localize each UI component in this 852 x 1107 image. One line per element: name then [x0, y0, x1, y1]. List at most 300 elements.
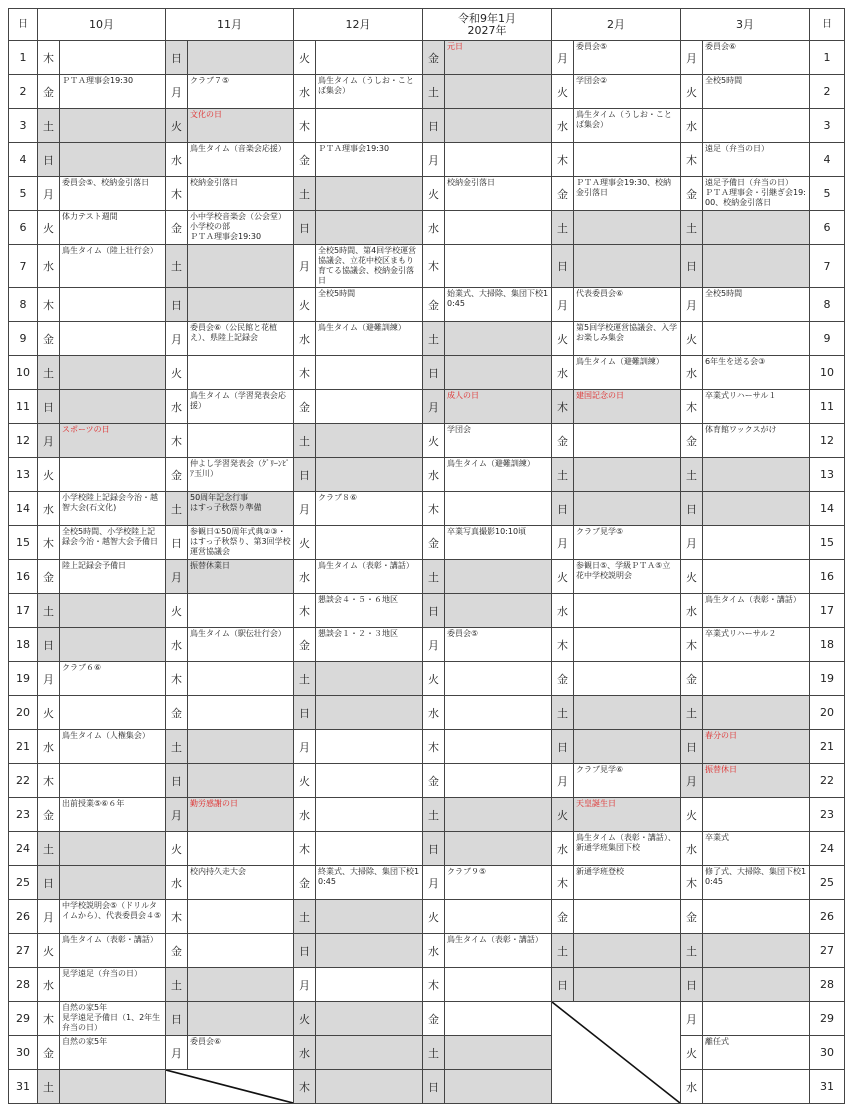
event-cell: [188, 245, 294, 288]
holiday-name: 天皇誕生日: [574, 798, 681, 832]
weekday-cell: 水: [552, 832, 574, 866]
weekday-cell: 金: [38, 798, 60, 832]
school-calendar: [8, 8, 844, 1098]
weekday-cell: 金: [423, 526, 445, 560]
weekday-cell: 月: [681, 41, 703, 75]
event-cell: 鳥生タイム（人権集会）: [60, 730, 166, 764]
event-cell: 遠足（弁当の日）: [703, 143, 810, 177]
month-header: 2月: [552, 9, 681, 41]
day-number: 4: [9, 143, 38, 177]
event-cell: [703, 934, 810, 968]
day-number: 8: [9, 288, 38, 322]
event-cell: [60, 696, 166, 730]
event-cell: [316, 177, 423, 211]
weekday-cell: 金: [294, 390, 316, 424]
weekday-cell: 火: [294, 764, 316, 798]
event-cell: ＰＴＡ理事会19:30、校納金引落日: [574, 177, 681, 211]
event-cell: 鳥生タイム（駅伝壮行会）: [188, 628, 294, 662]
weekday-cell: 日: [166, 526, 188, 560]
event-cell: 委員会⑥（公民館と花植え）、県陸上記録会: [188, 322, 294, 356]
weekday-cell: 木: [552, 866, 574, 900]
event-cell: [574, 143, 681, 177]
day-number-right: 7: [810, 245, 845, 288]
day-row: [9, 177, 845, 211]
event-cell: 懇談会４・５・６地区: [316, 594, 423, 628]
event-cell: 全校5時間: [703, 288, 810, 322]
event-cell: 学団会: [445, 424, 552, 458]
event-cell: 鳥生タイム（避難訓練）: [445, 458, 552, 492]
weekday-cell: 土: [552, 211, 574, 245]
month-header: 令和9年1月 2027年: [423, 9, 552, 41]
event-cell: [574, 628, 681, 662]
event-cell: [574, 492, 681, 526]
day-number-right: 5: [810, 177, 845, 211]
weekday-cell: 水: [552, 356, 574, 390]
weekday-cell: 日: [166, 764, 188, 798]
day-number-right: 23: [810, 798, 845, 832]
event-cell: [574, 900, 681, 934]
holiday-name: 成人の日: [445, 390, 552, 424]
weekday-cell: 金: [166, 211, 188, 245]
weekday-cell: 水: [423, 696, 445, 730]
weekday-cell: 水: [38, 968, 60, 1002]
event-cell: [703, 662, 810, 696]
day-row: [9, 628, 845, 662]
event-cell: 体力テスト週間: [60, 211, 166, 245]
event-cell: [445, 764, 552, 798]
weekday-cell: 月: [38, 900, 60, 934]
event-cell: [316, 832, 423, 866]
event-cell: 委員会⑥: [188, 1036, 294, 1070]
weekday-cell: 水: [681, 356, 703, 390]
weekday-cell: 火: [166, 594, 188, 628]
weekday-cell: 木: [166, 177, 188, 211]
month-header: 10月: [38, 9, 166, 41]
event-cell: 体育館ワックスがけ: [703, 424, 810, 458]
event-cell: 鳥生タイム（避難訓練）: [574, 356, 681, 390]
weekday-cell: 金: [423, 288, 445, 322]
weekday-cell: 金: [166, 696, 188, 730]
event-cell: [60, 322, 166, 356]
event-cell: 鳥生タイム（陸上壮行会）: [60, 245, 166, 288]
event-cell: [445, 211, 552, 245]
event-cell: [60, 764, 166, 798]
event-cell: [574, 245, 681, 288]
day-row: [9, 934, 845, 968]
event-cell: [445, 75, 552, 109]
weekday-cell: 金: [38, 322, 60, 356]
day-row: [9, 424, 845, 458]
weekday-cell: 木: [681, 390, 703, 424]
holiday-name: 文化の日: [188, 109, 294, 143]
weekday-cell: 火: [681, 75, 703, 109]
event-cell: [445, 662, 552, 696]
holiday-name: 建国記念の日: [574, 390, 681, 424]
event-cell: 代表委員会⑥: [574, 288, 681, 322]
event-cell: [703, 211, 810, 245]
weekday-cell: 金: [423, 1002, 445, 1036]
event-cell: [188, 356, 294, 390]
day-row: [9, 798, 845, 832]
event-cell: 仲よし学習発表会（ｸﾞﾘｰﾝﾋﾟｱ玉川）: [188, 458, 294, 492]
event-cell: [188, 730, 294, 764]
event-cell: [574, 934, 681, 968]
event-cell: [574, 968, 681, 1002]
weekday-cell: 木: [423, 968, 445, 1002]
event-cell: 新通学班登校: [574, 866, 681, 900]
event-cell: 小中学校音楽会（公会堂）小学校の部 ＰＴＡ理事会19:30: [188, 211, 294, 245]
weekday-cell: 土: [294, 662, 316, 696]
weekday-cell: 月: [38, 177, 60, 211]
event-cell: [445, 143, 552, 177]
event-cell: [445, 560, 552, 594]
weekday-cell: 土: [38, 1070, 60, 1104]
weekday-cell: 日: [552, 968, 574, 1002]
event-cell: 校内持久走大会: [188, 866, 294, 900]
day-number-right: 25: [810, 866, 845, 900]
day-number-right: 3: [810, 109, 845, 143]
day-number: 28: [9, 968, 38, 1002]
day-number-right: 12: [810, 424, 845, 458]
day-number: 17: [9, 594, 38, 628]
day-number-right: 10: [810, 356, 845, 390]
day-number-right: 2: [810, 75, 845, 109]
weekday-cell: 月: [552, 764, 574, 798]
event-cell: クラブ６⑥: [60, 662, 166, 696]
weekday-cell: 土: [423, 798, 445, 832]
day-number-right: 17: [810, 594, 845, 628]
day-row: [9, 143, 845, 177]
event-cell: クラブ見学⑤: [574, 526, 681, 560]
event-cell: 鳥生タイム（表彰・講話）: [445, 934, 552, 968]
event-cell: [188, 934, 294, 968]
weekday-cell: 金: [423, 764, 445, 798]
weekday-cell: 金: [552, 424, 574, 458]
weekday-cell: 木: [166, 900, 188, 934]
day-number: 6: [9, 211, 38, 245]
day-number-right: 6: [810, 211, 845, 245]
event-cell: 委員会⑥: [703, 41, 810, 75]
weekday-cell: 火: [294, 41, 316, 75]
event-cell: [703, 322, 810, 356]
weekday-cell: 土: [552, 934, 574, 968]
event-cell: 見学遠足（弁当の日）: [60, 968, 166, 1002]
weekday-cell: 土: [166, 968, 188, 1002]
weekday-cell: 火: [552, 322, 574, 356]
weekday-cell: 金: [38, 560, 60, 594]
weekday-cell: 土: [38, 356, 60, 390]
event-cell: [188, 288, 294, 322]
event-cell: [60, 109, 166, 143]
day-row: [9, 109, 845, 143]
weekday-cell: 火: [681, 1036, 703, 1070]
event-cell: 第5回学校運営協議会、入学お楽しみ集会: [574, 322, 681, 356]
day-number: 27: [9, 934, 38, 968]
weekday-cell: 火: [38, 211, 60, 245]
day-number: 24: [9, 832, 38, 866]
event-cell: [188, 662, 294, 696]
weekday-cell: 火: [423, 662, 445, 696]
no-date-cell: [552, 1002, 681, 1104]
event-cell: 修了式、大掃除、集団下校10:45: [703, 866, 810, 900]
event-cell: [60, 356, 166, 390]
weekday-cell: 日: [38, 390, 60, 424]
event-cell: [188, 696, 294, 730]
weekday-cell: 木: [166, 662, 188, 696]
event-cell: [703, 109, 810, 143]
weekday-cell: 木: [294, 356, 316, 390]
event-cell: [703, 968, 810, 1002]
weekday-cell: 月: [166, 75, 188, 109]
event-cell: [316, 424, 423, 458]
event-cell: 50周年記念行事 はすっ子秋祭り準備: [188, 492, 294, 526]
event-cell: 全校5時間、第4回学校運営協議会、立花中校区まもり育てる協議会、校納金引落日: [316, 245, 423, 288]
day-number: 15: [9, 526, 38, 560]
event-cell: [316, 968, 423, 1002]
event-cell: [316, 662, 423, 696]
weekday-cell: 月: [681, 764, 703, 798]
weekday-cell: 金: [681, 177, 703, 211]
event-cell: [60, 594, 166, 628]
day-number: 26: [9, 900, 38, 934]
day-number: 20: [9, 696, 38, 730]
day-number: 5: [9, 177, 38, 211]
event-cell: [703, 1070, 810, 1104]
day-number-right: 15: [810, 526, 845, 560]
event-cell: [445, 245, 552, 288]
weekday-cell: 土: [423, 75, 445, 109]
day-number: 30: [9, 1036, 38, 1070]
day-row: [9, 288, 845, 322]
event-cell: [316, 356, 423, 390]
day-header-right: 日: [810, 9, 845, 41]
weekday-cell: 火: [681, 322, 703, 356]
event-cell: [188, 832, 294, 866]
event-cell: 委員会⑤: [445, 628, 552, 662]
holiday-name: 振替休日: [703, 764, 810, 798]
event-cell: 参観日①50周年式典②③・はすっ子秋祭り、第3回学校運営協議会: [188, 526, 294, 560]
weekday-cell: 水: [681, 594, 703, 628]
weekday-cell: 木: [38, 526, 60, 560]
event-cell: 懇談会１・２・３地区: [316, 628, 423, 662]
event-cell: 鳥生タイム（表彰・講話）、新通学班集団下校: [574, 832, 681, 866]
event-cell: [316, 1036, 423, 1070]
weekday-cell: 水: [294, 798, 316, 832]
holiday-name: 春分の日: [703, 730, 810, 764]
weekday-cell: 火: [681, 798, 703, 832]
weekday-cell: 日: [294, 458, 316, 492]
event-cell: 全校5時間、小学校陸上記録会今治・越智大会予備日: [60, 526, 166, 560]
weekday-cell: 金: [552, 900, 574, 934]
day-row: [9, 492, 845, 526]
weekday-cell: 月: [294, 968, 316, 1002]
weekday-cell: 土: [294, 900, 316, 934]
weekday-cell: 水: [38, 245, 60, 288]
event-cell: [316, 390, 423, 424]
day-number-right: 30: [810, 1036, 845, 1070]
weekday-cell: 火: [166, 109, 188, 143]
weekday-cell: 火: [38, 934, 60, 968]
event-cell: 6年生を送る会③: [703, 356, 810, 390]
day-row: [9, 356, 845, 390]
month-header: 3月: [681, 9, 810, 41]
event-cell: [445, 109, 552, 143]
weekday-cell: 土: [423, 560, 445, 594]
event-cell: [445, 730, 552, 764]
event-cell: 卒業写真撮影10:10頃: [445, 526, 552, 560]
weekday-cell: 月: [681, 1002, 703, 1036]
weekday-cell: 木: [681, 143, 703, 177]
weekday-cell: 日: [681, 968, 703, 1002]
event-cell: 卒業式リハーサル２: [703, 628, 810, 662]
weekday-cell: 金: [294, 866, 316, 900]
event-cell: 学団会②: [574, 75, 681, 109]
weekday-cell: 木: [552, 143, 574, 177]
day-number: 23: [9, 798, 38, 832]
weekday-cell: 日: [423, 832, 445, 866]
day-number: 18: [9, 628, 38, 662]
event-cell: [316, 764, 423, 798]
weekday-cell: 土: [681, 934, 703, 968]
day-number: 7: [9, 245, 38, 288]
weekday-cell: 土: [552, 696, 574, 730]
weekday-cell: 月: [552, 526, 574, 560]
weekday-cell: 火: [552, 75, 574, 109]
day-row: [9, 526, 845, 560]
weekday-cell: 土: [681, 696, 703, 730]
weekday-cell: 水: [681, 1070, 703, 1104]
day-number-right: 28: [810, 968, 845, 1002]
day-row: [9, 764, 845, 798]
day-number-right: 31: [810, 1070, 845, 1104]
event-cell: [316, 526, 423, 560]
day-number-right: 1: [810, 41, 845, 75]
weekday-cell: 火: [423, 177, 445, 211]
event-cell: [316, 934, 423, 968]
weekday-cell: 日: [294, 934, 316, 968]
weekday-cell: 月: [423, 628, 445, 662]
weekday-cell: 水: [681, 832, 703, 866]
day-number: 21: [9, 730, 38, 764]
day-row: [9, 245, 845, 288]
weekday-cell: 土: [166, 730, 188, 764]
weekday-cell: 火: [552, 798, 574, 832]
weekday-cell: 土: [423, 1036, 445, 1070]
event-cell: 全校5時間: [316, 288, 423, 322]
day-number: 14: [9, 492, 38, 526]
weekday-cell: 月: [552, 288, 574, 322]
weekday-cell: 木: [294, 1070, 316, 1104]
weekday-cell: 火: [294, 288, 316, 322]
event-cell: [445, 1070, 552, 1104]
event-cell: [703, 458, 810, 492]
weekday-cell: 日: [552, 492, 574, 526]
weekday-cell: 水: [166, 866, 188, 900]
day-number-right: 29: [810, 1002, 845, 1036]
event-cell: クラブ見学⑥: [574, 764, 681, 798]
event-cell: [60, 288, 166, 322]
event-cell: [703, 560, 810, 594]
day-number: 19: [9, 662, 38, 696]
event-cell: [188, 1002, 294, 1036]
event-cell: [574, 424, 681, 458]
weekday-cell: 日: [423, 109, 445, 143]
day-row: [9, 41, 845, 75]
weekday-cell: 月: [423, 390, 445, 424]
weekday-cell: 月: [166, 1036, 188, 1070]
weekday-cell: 日: [552, 245, 574, 288]
event-cell: 鳥生タイム（うしお・ことば集会）: [316, 75, 423, 109]
day-number-right: 9: [810, 322, 845, 356]
event-cell: クラブ８⑥: [316, 492, 423, 526]
weekday-cell: 日: [423, 1070, 445, 1104]
weekday-cell: 木: [38, 764, 60, 798]
event-cell: [60, 832, 166, 866]
event-cell: 鳥生タイム（音楽会応援）: [188, 143, 294, 177]
event-cell: [316, 41, 423, 75]
event-cell: 鳥生タイム（表彰・講話）: [316, 560, 423, 594]
holiday-name: 勤労感謝の日: [188, 798, 294, 832]
weekday-cell: 月: [166, 322, 188, 356]
event-cell: [316, 109, 423, 143]
day-number-right: 20: [810, 696, 845, 730]
day-row: [9, 832, 845, 866]
day-row: [9, 211, 845, 245]
event-cell: [445, 832, 552, 866]
weekday-cell: 水: [38, 730, 60, 764]
weekday-cell: 土: [294, 177, 316, 211]
day-number: 11: [9, 390, 38, 424]
weekday-cell: 土: [681, 211, 703, 245]
weekday-cell: 木: [681, 628, 703, 662]
event-cell: [574, 696, 681, 730]
event-cell: [445, 968, 552, 1002]
weekday-cell: 水: [166, 143, 188, 177]
day-number: 1: [9, 41, 38, 75]
weekday-cell: 火: [166, 356, 188, 390]
holiday-name: スポーツの日: [60, 424, 166, 458]
day-number: 12: [9, 424, 38, 458]
event-cell: [60, 1070, 166, 1104]
event-cell: [703, 1002, 810, 1036]
day-row: [9, 730, 845, 764]
holiday-name: 元日: [445, 41, 552, 75]
day-number: 9: [9, 322, 38, 356]
day-number: 25: [9, 866, 38, 900]
weekday-cell: 月: [681, 526, 703, 560]
event-cell: [574, 662, 681, 696]
weekday-cell: 土: [423, 322, 445, 356]
event-cell: [316, 1070, 423, 1104]
weekday-cell: 日: [166, 1002, 188, 1036]
event-cell: [316, 900, 423, 934]
day-row: [9, 866, 845, 900]
event-cell: [574, 458, 681, 492]
weekday-cell: 水: [166, 628, 188, 662]
day-row: [9, 1036, 845, 1070]
weekday-cell: 木: [552, 628, 574, 662]
weekday-cell: 水: [552, 594, 574, 628]
event-cell: 鳥生タイム（うしお・ことば集会）: [574, 109, 681, 143]
weekday-cell: 金: [166, 934, 188, 968]
weekday-cell: 日: [38, 866, 60, 900]
weekday-cell: 水: [294, 1036, 316, 1070]
weekday-cell: 木: [294, 832, 316, 866]
day-number-right: 11: [810, 390, 845, 424]
weekday-cell: 木: [423, 492, 445, 526]
event-cell: 全校5時間: [703, 75, 810, 109]
weekday-cell: 月: [166, 798, 188, 832]
